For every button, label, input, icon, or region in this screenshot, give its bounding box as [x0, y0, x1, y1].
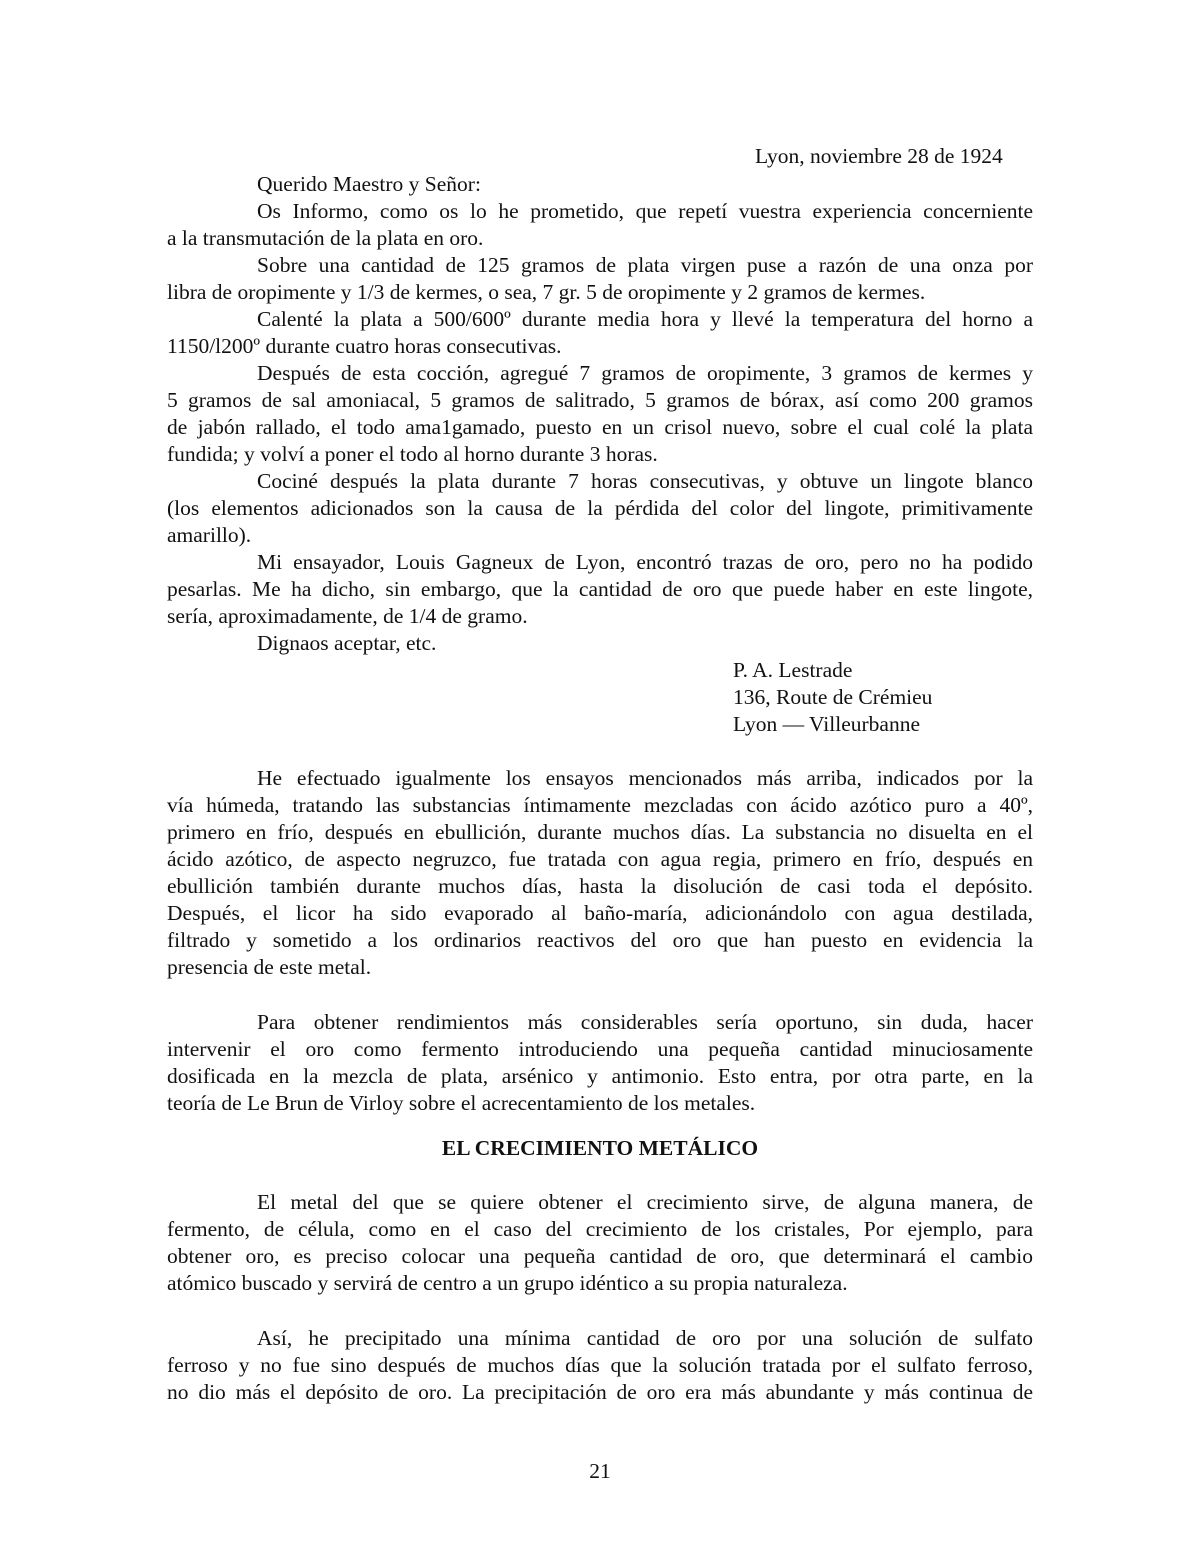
paragraph-line: ebullición también durante muchos días, hasta la disolución de casi toda el depósito. — [167, 874, 1033, 898]
paragraph-line: 1150/l200º durante cuatro horas consecutivas. — [167, 334, 562, 358]
paragraph-line: obtener oro, es preciso colocar una pequeña cantidad de oro, que determinará el cambio — [167, 1244, 1033, 1268]
letter-closing: Dignaos aceptar, etc. — [257, 631, 437, 655]
paragraph-line: Calenté la plata a 500/600º durante media hora y llevé la temperatura del horno a — [257, 307, 1033, 331]
signature-name: P. A. Lestrade — [733, 658, 853, 682]
paragraph-line: ácido azótico, de aspecto negruzco, fue tratada con agua regia, primero en frío, después en — [167, 847, 1033, 871]
letter-salutation: Querido Maestro y Señor: — [257, 172, 481, 196]
paragraph-line: libra de oropimente y 1/3 de kermes, o sea, 7 gr. 5 de oropimente y 2 gramos de kermes. — [167, 280, 926, 304]
signature-address: 136, Route de Crémieu — [733, 685, 933, 709]
paragraph-line: intervenir el oro como fermento introduciendo una pequeña cantidad minuciosamente — [167, 1037, 1033, 1061]
paragraph-line: teoría de Le Brun de Virloy sobre el acrecentamiento de los metales. — [167, 1091, 756, 1115]
paragraph-line: 5 gramos de sal amoniacal, 5 gramos de salitrado, 5 gramos de bórax, así como 200 gramos — [167, 388, 1033, 412]
paragraph-line: fermento, de célula, como en el caso del crecimiento de los cristales, Por ejemplo, para — [167, 1217, 1033, 1241]
paragraph-line: sería, aproximadamente, de 1/4 de gramo. — [167, 604, 528, 628]
paragraph-line: Cociné después la plata durante 7 horas consecutivas, y obtuve un lingote blanco — [257, 469, 1033, 493]
paragraph-line: primero en frío, después en ebullición, durante muchos días. La substancia no disuelta en el — [167, 820, 1033, 844]
paragraph-line: filtrado y sometido a los ordinarios reactivos del oro que han puesto en evidencia la — [167, 928, 1033, 952]
paragraph-line: He efectuado igualmente los ensayos mencionados más arriba, indicados por la — [257, 766, 1033, 790]
paragraph-line: vía húmeda, tratando las substancias íntimamente mezcladas con ácido azótico puro a 40º, — [167, 793, 1033, 817]
paragraph-line: pesarlas. Me ha dicho, sin embargo, que la cantidad de oro que puede haber en este lingote, — [167, 577, 1033, 601]
paragraph-line: presencia de este metal. — [167, 955, 372, 979]
paragraph-line: dosificada en la mezcla de plata, arsénico y antimonio. Esto entra, por otra parte, en la — [167, 1064, 1033, 1088]
paragraph-line: Sobre una cantidad de 125 gramos de plata virgen puse a razón de una onza por — [257, 253, 1033, 277]
letter-date: Lyon, noviembre 28 de 1924 — [755, 144, 1003, 168]
paragraph-line: fundida; y volví a poner el todo al horno durante 3 horas. — [167, 442, 658, 466]
page-number: 21 — [589, 1459, 611, 1483]
paragraph-line: de jabón rallado, el todo ama1gamado, puesto en un crisol nuevo, sobre el cual colé la plata — [167, 415, 1033, 439]
paragraph-line: Así, he precipitado una mínima cantidad de oro por una solución de sulfato — [257, 1326, 1033, 1350]
paragraph-line: Para obtener rendimientos más considerables sería oportuno, sin duda, hacer — [257, 1010, 1033, 1034]
section-heading: EL CRECIMIENTO METÁLICO — [441, 1136, 759, 1160]
paragraph-line: no dio más el depósito de oro. La precipitación de oro era más abundante y más continua de — [167, 1380, 1033, 1404]
paragraph-line: El metal del que se quiere obtener el crecimiento sirve, de alguna manera, de — [257, 1190, 1033, 1214]
paragraph-line: atómico buscado y servirá de centro a un grupo idéntico a su propia naturaleza. — [167, 1271, 848, 1295]
paragraph-line: ferroso y no fue sino después de muchos días que la solución tratada por el sulfato ferroso, — [167, 1353, 1033, 1377]
paragraph-line: Después, el licor ha sido evaporado al baño-maría, adicionándolo con agua destilada, — [167, 901, 1033, 925]
signature-city: Lyon — Villeurbanne — [733, 712, 921, 736]
paragraph-line: amarillo). — [167, 523, 252, 547]
paragraph-line: a la transmutación de la plata en oro. — [167, 226, 484, 250]
paragraph-line: Mi ensayador, Louis Gagneux de Lyon, encontró trazas de oro, pero no ha podido — [257, 550, 1033, 574]
paragraph-line: (los elementos adicionados son la causa de la pérdida del color del lingote, primitivamente — [167, 496, 1033, 520]
paragraph-line: Os Informo, como os lo he prometido, que repetí vuestra experiencia concerniente — [257, 199, 1033, 223]
paragraph-line: Después de esta cocción, agregué 7 gramos de oropimente, 3 gramos de kermes y — [257, 361, 1033, 385]
